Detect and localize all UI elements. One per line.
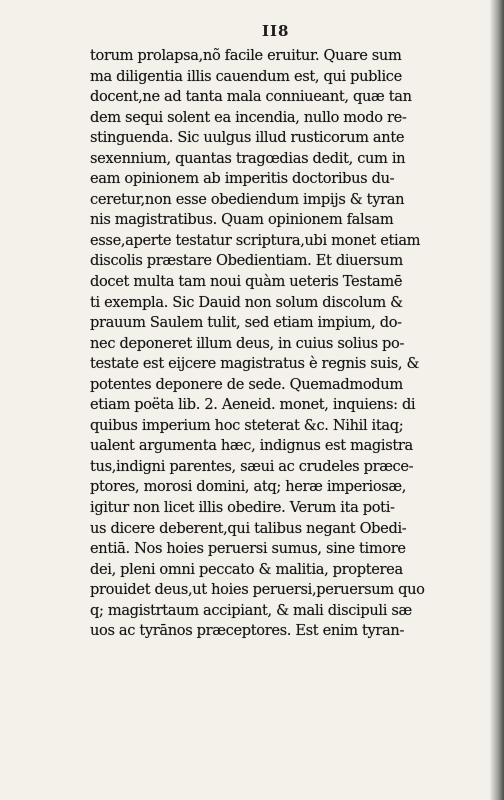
- text-line: etiam poëta lib. 2. Aeneid. monet, inquiens: di: [90, 396, 416, 414]
- text-line: sexennium, quantas tragœdias dedit, cum in: [90, 149, 406, 167]
- text-line: prouidet deus,ut hoies peruersi,peruersum quo: [90, 581, 425, 599]
- text-line: nec deponeret illum deus, in cuius solius po-: [90, 334, 405, 352]
- text-line: tus,indigni parentes, sæui ac crudeles præce-: [90, 457, 414, 475]
- text-line: igitur non licet illis obedire. Verum ita poti-: [90, 499, 395, 517]
- text-line: dei, pleni omni peccato & malitia, propterea: [90, 560, 403, 578]
- text-line: us dicere deberent,qui talibus negant Obedi-: [90, 519, 407, 537]
- text-line: q; magistrtaum accipiant, & mali discipuli sæ: [90, 601, 412, 619]
- text-line: potentes deponere de sede. Quemadmodum: [90, 375, 403, 393]
- text-line: eam opinionem ab imperitis doctoribus du-: [90, 170, 395, 188]
- text-line: ualent argumenta hæc, indignus est magistra: [90, 437, 413, 455]
- page-gutter-shadow: [490, 0, 504, 800]
- text-line: nis magistratibus. Quam opinionem falsam: [90, 211, 394, 229]
- text-line: ceretur,non esse obediendum impijs & tyran: [90, 190, 405, 208]
- text-line: docent,ne ad tanta mala conniueant, quæ tan: [90, 88, 412, 106]
- text-line: ti exempla. Sic Dauid non solum discolum &: [90, 293, 403, 311]
- text-line: discolis præstare Obedientiam. Et diuersum: [90, 252, 403, 270]
- text-line: testate est eijcere magistratus è regnis suis, &: [90, 355, 420, 373]
- text-line: esse,aperte testatur scriptura,ubi monet etiam: [90, 231, 421, 249]
- text-line: ptores, morosi domini, atq; heræ imperiosæ,: [90, 478, 407, 496]
- body-text: [90, 46, 486, 642]
- text-line: entiā. Nos hoies peruersi sumus, sine timore: [90, 540, 406, 558]
- text-line: dem sequi solent ea incendia, nullo modo re-: [90, 108, 407, 126]
- text-line: stinguenda. Sic uulgus illud rusticorum ante: [90, 129, 405, 147]
- text-line: torum prolapsa,nõ facile eruitur. Quare sum: [90, 47, 402, 64]
- text-line: ma diligentia illis cauendum est, qui publice: [90, 67, 402, 85]
- page-number: II8: [262, 22, 290, 40]
- text-line: uos ac tyrānos præceptores. Est enim tyran-: [90, 622, 405, 640]
- text-line: quibus imperium hoc steterat &c. Nihil itaq;: [90, 416, 404, 434]
- text-line: docet multa tam noui quàm ueteris Testamē: [90, 273, 403, 291]
- text-line: prauum Saulem tulit, sed etiam impium, do-: [90, 314, 402, 332]
